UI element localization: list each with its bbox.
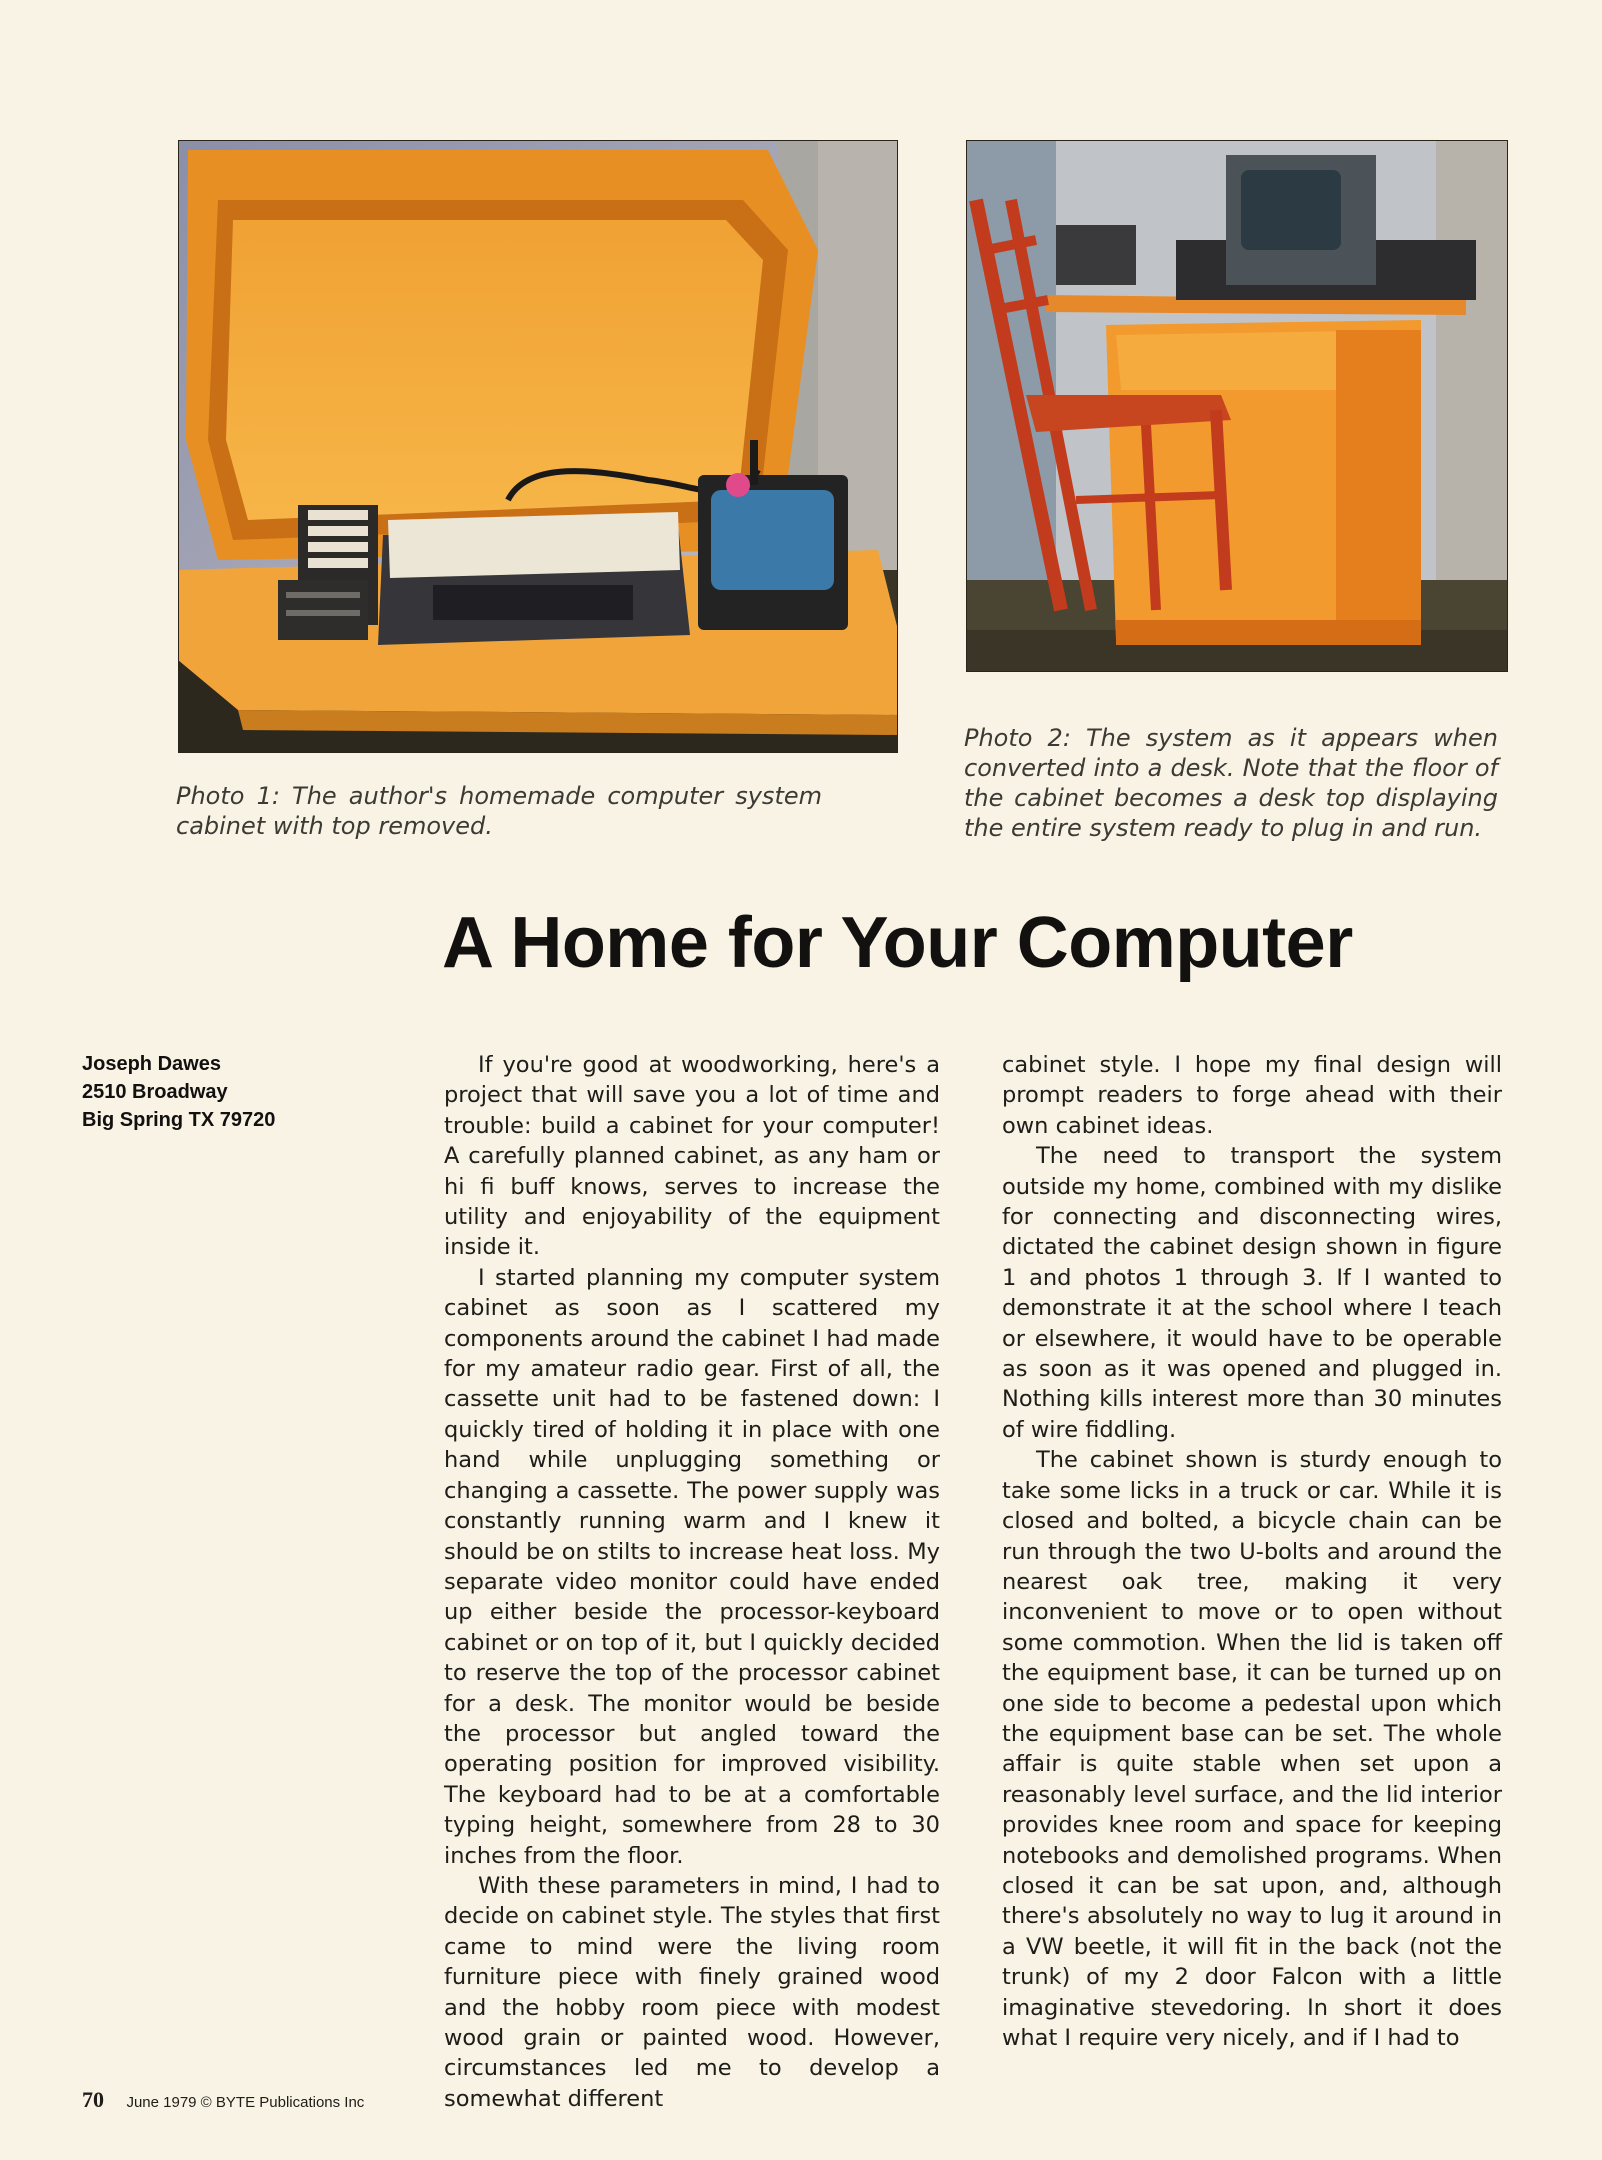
author-name: Joseph Dawes bbox=[82, 1053, 221, 1075]
page-footer bbox=[82, 2087, 364, 2113]
paragraph: With these parameters in mind, I had to decide on cabinet style. The styles that first came to mind were the living room furniture piece with finely grained wood and the hobby room piece with modest wood grain or painted wood. However, circumstances led me to develop a somewhat different bbox=[444, 1872, 940, 2112]
publication-credit: June 1979 © BYTE Publications Inc bbox=[126, 2094, 365, 2111]
paragraph: cabinet style. I hope my final design will prompt readers to forge ahead with their own cabinet ideas. bbox=[1002, 1052, 1502, 1139]
photo-2 bbox=[966, 140, 1508, 672]
photo-1-caption: Photo 1: The author's homemade computer system cabinet with top removed. bbox=[176, 782, 822, 840]
page-number: 70 bbox=[82, 2087, 104, 2112]
paragraph: If you're good at woodworking, here's a project that will save you a lot of time and trouble: build a cabinet for your computer! A carefully planned cabinet, as any ham or hi fi buff knows, serves to increase the utility and enjoyability of the equipment inside it. bbox=[444, 1052, 940, 1261]
photo-2-caption: Photo 2: The system as it appears when converted into a desk. Note that the floor of the cabinet becomes a desk top displaying the entire system ready to plug in and run. bbox=[964, 724, 1498, 842]
photo-1 bbox=[178, 140, 898, 753]
paragraph: The cabinet shown is sturdy enough to take some licks in a truck or car. While it is closed and bolted, a bicycle chain can be run through the two U-bolts and around the nearest oak tree, making it very inconvenient to move or to open without some commotion. When the lid is taken off the equipment base, it can be turned up on one side to become a pedestal upon which the equipment base can be set. The whole affair is quite stable when set upon a reasonably level surface, and the lid interior provides knee room and space for keeping notebooks and demolished programs. When closed it can be sat upon, and, although there's absolutely no way to lug it around in a VW beetle, it will fit in the back (not the trunk) of my 2 door Falcon with a little imaginative stevedoring. In short it does what I require very nicely, and if I had to bbox=[1002, 1447, 1502, 2051]
body-column-1 bbox=[444, 1050, 940, 2114]
author-city: Big Spring TX 79720 bbox=[82, 1109, 276, 1131]
photo-1-image bbox=[178, 140, 898, 753]
body-column-2 bbox=[1002, 1050, 1502, 2053]
photo-2-image bbox=[966, 140, 1508, 672]
author-block bbox=[82, 1050, 342, 1134]
article-title: A Home for Your Computer bbox=[442, 903, 1353, 983]
paragraph: The need to transport the system outside my home, combined with my dislike for connecting and disconnecting wires, dictated the cabinet design shown in figure 1 and photos 1 through 3. If I wanted to demonstrate it at the school where I teach or elsewhere, it would have to be operable as soon as it was opened and plugged in. Nothing kills interest more than 30 minutes of wire fiddling. bbox=[1002, 1143, 1502, 1443]
paragraph: I started planning my computer system cabinet as soon as I scattered my components around the cabinet I had made for my amateur radio gear. First of all, the cassette unit had to be fastened down: I quickly tired of holding it in place with one hand while unplugging something or changing a cassette. The power supply was constantly running warm and I knew it should be on stilts to increase heat loss. My separate video monitor could have ended up either beside the processor-keyboard cabinet or on top of it, but I quickly decided to reserve the top of the processor cabinet for a desk. The monitor would be beside the processor but angled toward the operating position for improved visibility. The keyboard had to be at a comfortable typing height, somewhere from 28 to 30 inches from the floor. bbox=[444, 1264, 940, 1869]
author-street: 2510 Broadway bbox=[82, 1081, 228, 1103]
